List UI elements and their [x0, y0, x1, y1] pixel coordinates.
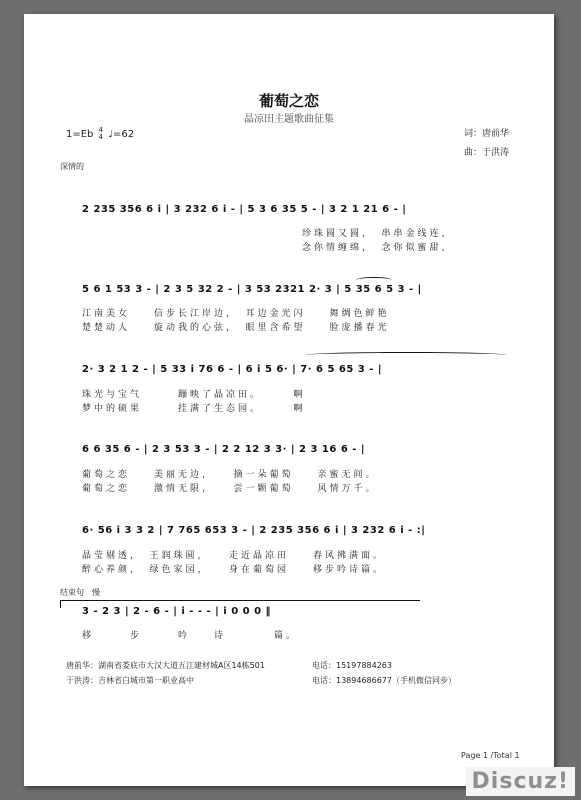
contact-1 [66, 660, 265, 671]
contact-2-phone: 电话：13894686677（手机微信同步） [312, 676, 456, 685]
score-page [24, 14, 554, 786]
song-subtitle: 晶凉田主题歌曲征集 [244, 114, 334, 125]
ending-bracket-edge [60, 600, 61, 608]
phone-number: 13894686677（手机微信同步） [336, 676, 456, 685]
lyric-line: 珍珠圆又圆， 串串金线连， [302, 229, 454, 239]
notation-row: 6 6 35 6 - | 2 3 53 3 - | 2 2 12 3 3· | 2 3 16 6 - | [82, 444, 366, 455]
lyric-line: 醉心养颜， 绿色家园， 身在葡萄园 移步吟诗篇。 [82, 565, 386, 575]
contact-1-phone: 电话：15197884263 [312, 661, 392, 670]
lyric-line: 念你情缠绵， 念你似蜜甜， [302, 243, 454, 253]
contact-name: 于洪涛： [66, 676, 98, 685]
contact-address: 吉林省白城市第一职业高中 [98, 676, 194, 685]
lyric-line: 葡萄之恋 美丽无边， 摘一朵葡萄 亲蜜无间。 [82, 470, 378, 480]
lyric-line: 晶莹剔透， 王润珠圆， 走近晶凉田 春风拂满面。 [82, 551, 386, 561]
lyric-line: 江南美女 信步长江岸边， 耳边金光闪 舞绸色鲜艳 [82, 309, 390, 319]
contact-address: 湖南省娄底市大汉大道五江建材城A区14栋501 [98, 661, 265, 670]
ending-bracket-line [60, 600, 420, 601]
expression-marking: 深情的 [60, 162, 84, 171]
lyric-line: 梦中的硕果 挂满了生态园。 啊 [82, 404, 306, 414]
tie-arc [356, 277, 392, 283]
discuz-watermark: Discuz! [466, 767, 575, 796]
lyric-line: 移 步 吟 诗 篇。 [82, 631, 299, 641]
contact-name: 唐前华： [66, 661, 98, 670]
notation-row: 5 6 1 53 3 - | 2 3 5 32 2 - | 3 53 2321 2· 3 | 5 35 6 5 3 - | [82, 284, 422, 295]
lyric-line: 葡萄之恋 激情无限， 尝一颗葡萄 风情万千。 [82, 484, 378, 494]
time-signature: 4 4 [98, 126, 104, 141]
contact-2 [66, 675, 194, 686]
key-tempo [66, 127, 134, 141]
ending-label: 结束句 慢 [60, 588, 100, 597]
composer-credit: 曲：于洪涛 [464, 148, 510, 158]
phone-number: 15197884263 [336, 661, 392, 670]
lyric-line: 珠光与宝气 蹦映了晶凉田。 啊 [82, 390, 306, 400]
lyric-line: 楚楚动人 旋动我的心弦， 眼里含希望 脸庞播春光 [82, 323, 390, 333]
notation-row: 3 - 2 3 | 2 - 6 - | i - - - | i 0 0 0 ‖ [82, 606, 272, 617]
lyricist-credit: 词：唐前华 [464, 129, 510, 139]
key-signature: 1=Eb [66, 129, 94, 140]
notation-row: 6· 56 i 3 3 2 | 7 765 653 3 - | 2 235 356 6 i | 3 232 6 i - :| [82, 525, 426, 536]
page-number: Page 1 /Total 1 [461, 751, 520, 760]
tie-arc [306, 352, 506, 358]
song-title: 葡萄之恋 [258, 92, 319, 110]
tempo-marking: ♩=62 [108, 129, 135, 140]
notation-row: 2· 3 2 1 2 - | 5 33 i 76 6 - | 6 i 5 6· | 7· 6 5 65 3 - | [82, 364, 383, 375]
notation-row: 2 235 356 6 i | 3 232 6 i - | 5 3 6 35 5 - | 3 2 1 21 6 - | [82, 204, 407, 215]
